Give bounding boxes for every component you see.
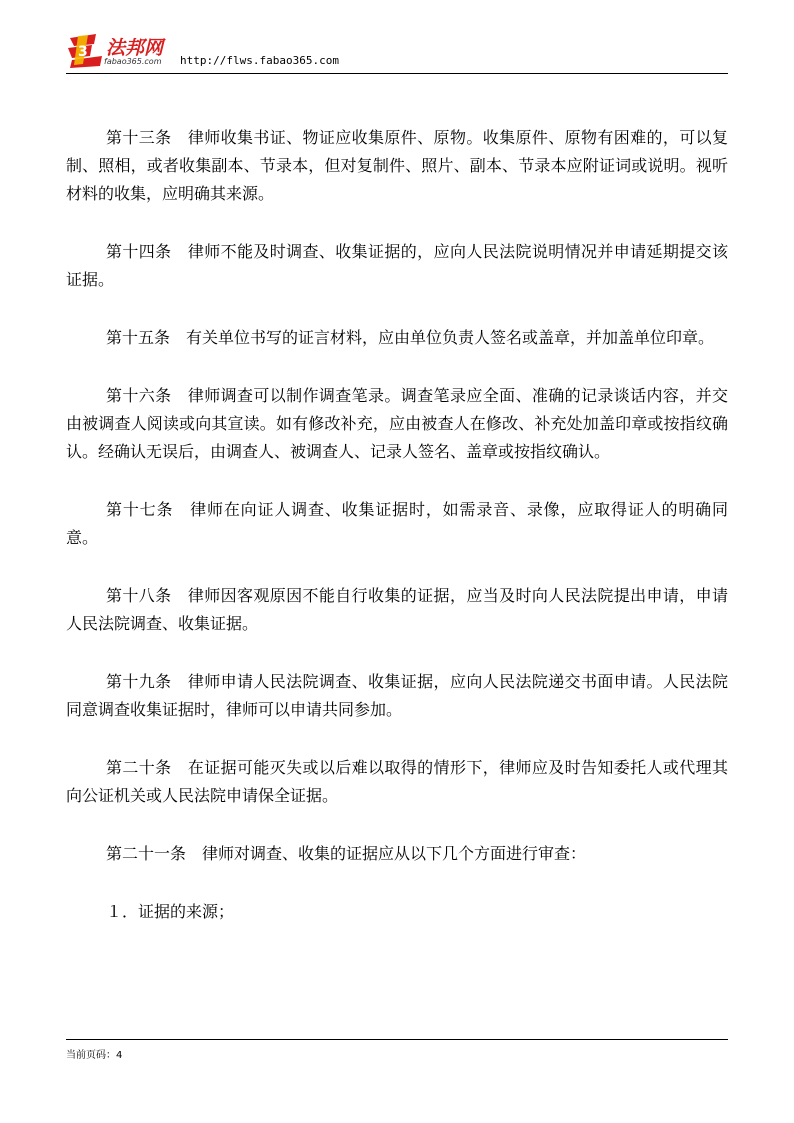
article-17: 第十七条 律师在向证人调查、收集证据时，如需录音、录像，应取得证人的明确同意。 (66, 500, 728, 547)
page-header (66, 28, 728, 74)
logo-text: 法邦网 (106, 37, 164, 59)
footer-divider (66, 1039, 728, 1040)
article-15: 第十五条 有关单位书写的证言材料，应由单位负责人签名或盖章，并加盖单位印章。 (106, 328, 715, 347)
page-number: 当前页码：4 (66, 1050, 123, 1061)
header-divider (66, 73, 728, 74)
article-18: 第十八条 律师因客观原因不能自行收集的证据，应当及时向人民法院提出申请，申请人民法院调查、收集证据。 (66, 586, 728, 633)
svg-text:3: 3 (78, 44, 88, 60)
list-item-1: １．证据的来源； (106, 902, 235, 921)
article-16: 第十六条 律师调查可以制作调查笔录。调查笔录应全面、准确的记录谈话内容，并交由被调查人阅读或向其宣读。如有修改补充，应由被查人在修改、补充处加盖印章或按指纹确认。经确认无误后，由调查人、被调查人、记录人签名、盖章或按指纹确认。 (66, 386, 728, 461)
article-20: 第二十条 在证据可能灭失或以后难以取得的情形下，律师应及时告知委托人或代理其向公证机关或人民法院申请保全证据。 (66, 758, 728, 805)
document-body (66, 124, 728, 956)
fabao-logo[interactable] (66, 30, 172, 70)
article-19: 第十九条 律师申请人民法院调查、收集证据，应向人民法院递交书面申请。人民法院同意调查收集证据时，律师可以申请共同参加。 (66, 672, 728, 719)
article-13: 第十三条 律师收集书证、物证应收集原件、原物。收集原件、原物有困难的，可以复制、照相，或者收集副本、节录本，但对复制件、照片、副本、节录本应附证词或说明。视听材料的收集，应明确其来源。 (66, 128, 728, 203)
article-14: 第十四条 律师不能及时调查、收集证据的，应向人民法院说明情况并申请延期提交该证据。 (66, 242, 728, 289)
fabao-logo-icon (66, 30, 106, 70)
logo-subtext: fabao365.com (104, 57, 162, 66)
site-url[interactable]: http://flws.fabao365.com (180, 54, 339, 67)
article-21: 第二十一条 律师对调查、收集的证据应从以下几个方面进行审查： (106, 844, 587, 863)
